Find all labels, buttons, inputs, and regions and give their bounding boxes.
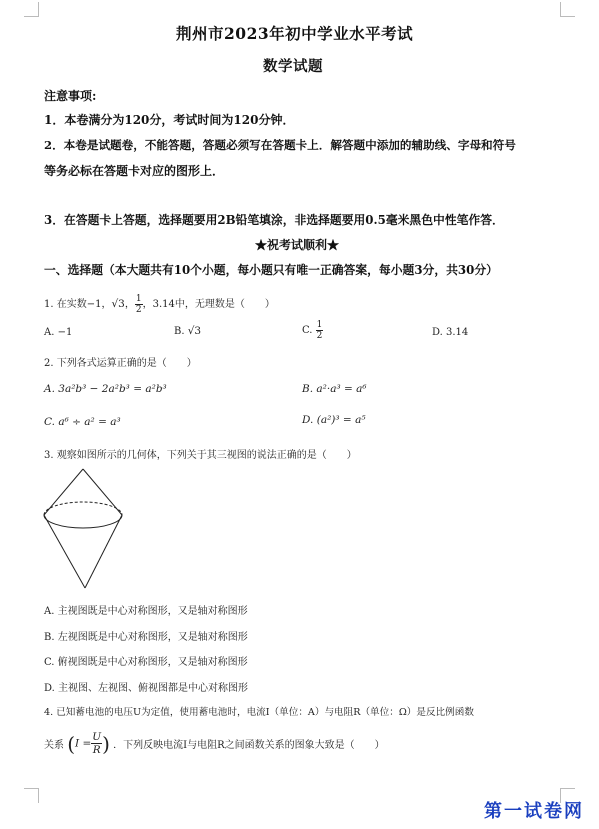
q1-option-d: D. 3.14: [432, 327, 469, 338]
question-4-line-1: 4. 已知蓄电池的电压U为定值，使用蓄电池时，电流I（单位：A）与电阻R（单位：Ω）是反比例函数: [44, 707, 474, 718]
q1-option-b-label: B.: [174, 326, 185, 337]
notice-item-1: 1．本卷满分为120分，考试时间为120分钟．: [44, 113, 295, 127]
fraction-one-half: [135, 294, 143, 315]
q4-formula-fraction: [91, 731, 102, 756]
corner-mark-bottom-left: [24, 788, 39, 803]
corner-mark-top-right: [560, 2, 575, 17]
q1-option-a: A. −1: [44, 327, 73, 338]
cone-base-back-arc: [44, 502, 122, 515]
q4-formula: (: [67, 731, 75, 756]
q2-option-b: B. a²·a³ = a⁶: [302, 383, 367, 395]
cone-figure: [40, 466, 130, 594]
q3-option-d: D. 主视图、左视图、俯视图都是中心对称图形: [44, 683, 249, 694]
exam-title: 荆州市2023年初中学业水平考试: [176, 24, 414, 43]
q1-option-b-value: √3: [187, 325, 202, 337]
q3-option-c: C. 俯视图既是中心对称图形，又是轴对称图形: [44, 657, 248, 668]
q1-half-numerator: 1: [135, 294, 142, 304]
exam-subtitle: 数学试题: [263, 58, 323, 75]
sqrt3: √3: [111, 298, 125, 310]
q1-option-c: [302, 320, 323, 341]
q1-option-b: [174, 325, 201, 337]
q4-formula-denominator: R: [92, 744, 101, 756]
q3-option-b: B. 左视图既是中心对称图形，又是轴对称图形: [44, 632, 248, 643]
q1-option-c-numerator: 1: [316, 320, 323, 330]
question-4-line-2: [44, 731, 385, 756]
question-3-stem: 3. 观察如图所示的几何体，下列关于其三视图的说法正确的是（ ）: [44, 450, 357, 461]
q1-half-denominator: 2: [135, 305, 142, 315]
q4-line2-suffix: ．下列反映电流I与电阻R之间函数关系的图象大致是（ ）: [113, 740, 385, 751]
cone-base-front-arc: [44, 515, 122, 528]
q1-option-c-fraction: [316, 320, 324, 341]
notice-item-2: 2．本卷是试题卷，不能答题，答题必须写在答题卡上．解答题中添加的辅助线、字母和符号: [44, 138, 516, 152]
cone-side-left: [44, 515, 85, 588]
q2-option-a: A. 3a²b³ − 2a²b³ = a²b³: [44, 383, 167, 395]
site-watermark: 第一试卷网: [484, 801, 584, 822]
notice-item-2-continued: 等务必标在答题卡对应的图形上．: [44, 164, 225, 178]
q1-stem-part-a: 1. 在实数−1，: [44, 299, 112, 310]
q1-comma: ，: [124, 299, 135, 310]
q2-option-d: D. (a²)³ = a⁵: [302, 414, 366, 426]
q1-stem-part-b: ，3.14中，无理数是（ ）: [142, 299, 275, 310]
section-heading: 一、选择题（本大题共有10个小题，每小题只有唯一正确答案，每小题3分，共30分）: [44, 263, 498, 277]
q4-line2-prefix: 关系: [44, 740, 64, 751]
cone-upper-left: [44, 469, 83, 515]
q3-option-a: A. 主视图既是中心对称图形，又是轴对称图形: [44, 606, 248, 617]
notice-heading: 注意事项:: [44, 89, 97, 103]
notice-item-3: 3．在答题卡上答题，选择题要用2B铅笔填涂，非选择题要用0.5毫米黑色中性笔作答．: [44, 213, 504, 227]
corner-mark-top-left: [24, 2, 39, 17]
q4-formula-numerator: U: [92, 731, 102, 743]
good-luck-banner: ★祝考试顺利★: [255, 238, 340, 252]
q1-option-c-denominator: 2: [316, 331, 323, 341]
q2-option-c: C. a⁶ ÷ a² = a³: [44, 416, 121, 428]
q1-option-c-label: C.: [302, 325, 313, 336]
q4-formula-close: ): [102, 731, 110, 756]
q4-formula-lhs: I =: [75, 737, 92, 750]
question-2-stem: 2. 下列各式运算正确的是（ ）: [44, 358, 197, 369]
question-1-stem: [44, 294, 275, 315]
